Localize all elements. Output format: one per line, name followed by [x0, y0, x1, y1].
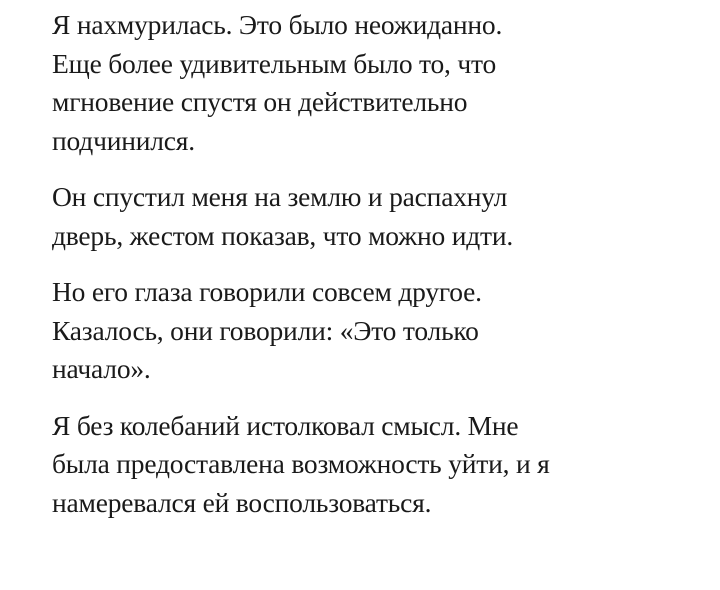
text-line: Он спустил меня на землю и распахнул: [52, 181, 508, 212]
document-page: [52, 6, 702, 540]
text-line: дверь, жестом показав, что можно идти.: [52, 219, 514, 251]
paragraph-1: [52, 6, 702, 160]
text-line: Я нахмурилась. Это было неожиданно.: [52, 9, 503, 40]
text-line: Но его глаза говорили совсем другое.: [52, 276, 482, 307]
text-line: намеревался ей воспользоваться.: [52, 486, 432, 518]
paragraph-4: [52, 407, 702, 523]
paragraph-2: [52, 178, 702, 255]
text-line: мгновение спустя он действительно: [52, 86, 468, 117]
text-line: начало».: [52, 353, 151, 384]
text-line: Казалось, они говорили: «Это только: [52, 314, 479, 346]
paragraph-3: [52, 273, 702, 389]
text-line: была предоставлена возможность уйти, и я: [52, 448, 550, 479]
text-line: подчинился.: [52, 124, 195, 156]
text-line: Я без колебаний истолковал смысл. Мне: [52, 409, 519, 441]
text-line: Еще более удивительным было то, что: [52, 47, 497, 79]
